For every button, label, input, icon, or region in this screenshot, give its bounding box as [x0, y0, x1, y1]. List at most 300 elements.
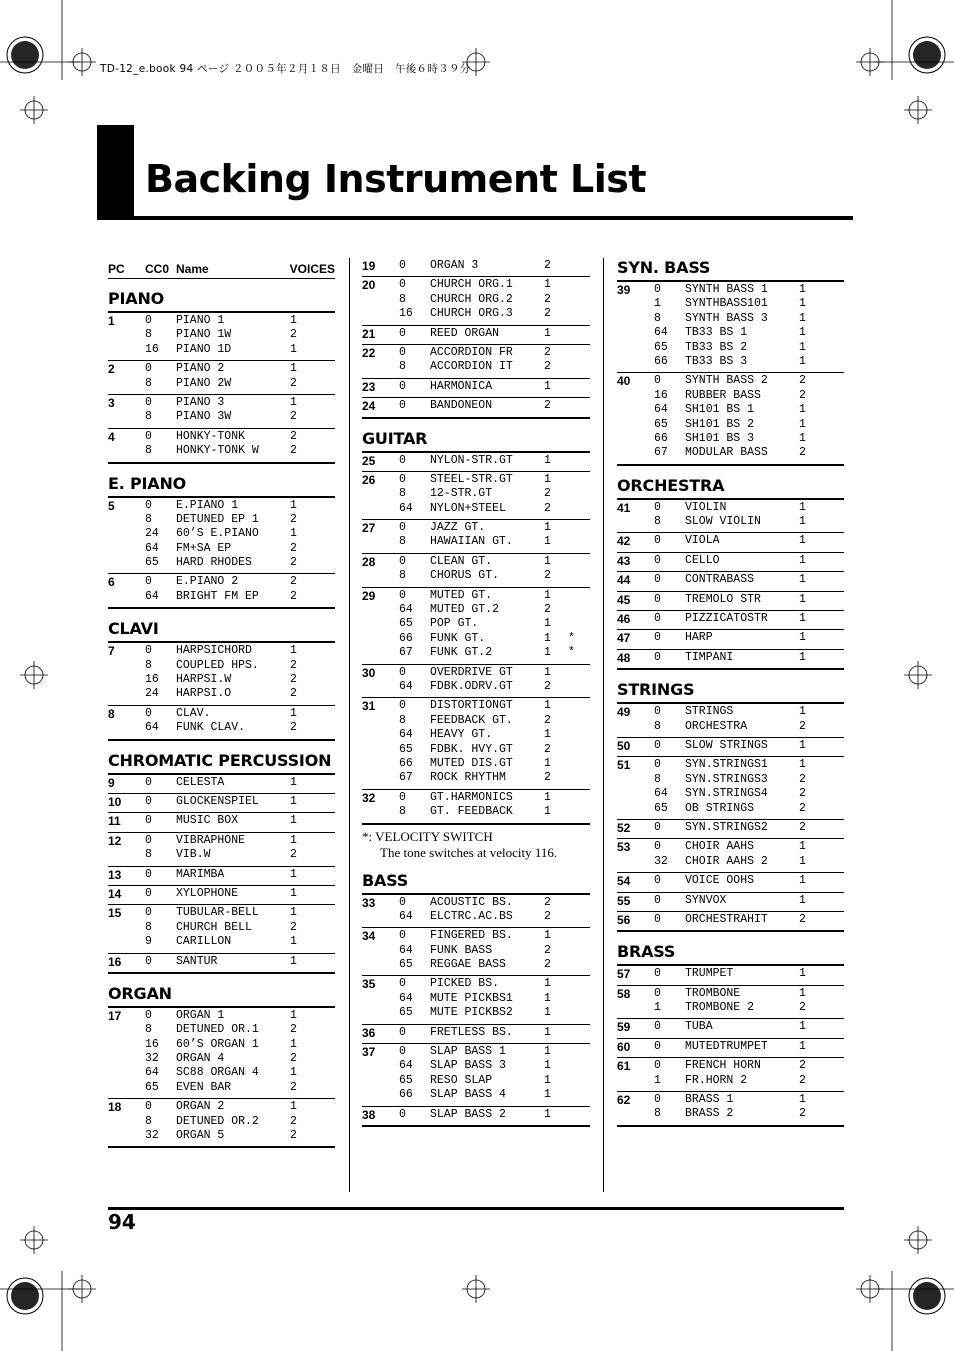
- cc0-value: 0: [654, 650, 661, 664]
- instrument-name: CELESTA: [176, 775, 225, 789]
- instrument-column-3: [617, 258, 844, 1127]
- table-row: [362, 555, 590, 569]
- instrument-name: PIANO 1: [176, 314, 225, 327]
- table-row: [362, 944, 590, 958]
- program-change-number: [617, 326, 654, 340]
- table-row: [362, 929, 590, 943]
- voices-count: 1: [799, 758, 806, 772]
- instrument-group: [362, 379, 590, 398]
- table-row: [108, 644, 335, 658]
- cc0-value: 65: [654, 801, 668, 815]
- page-number: 94: [108, 1210, 136, 1234]
- voices-count: 1: [544, 929, 551, 943]
- voices-count: 1: [290, 867, 297, 881]
- voices-count: 2: [290, 848, 297, 862]
- cc0-value: 0: [145, 954, 152, 968]
- cc0-value: 0: [654, 592, 661, 606]
- table-row: [362, 743, 590, 757]
- instrument-name: FRENCH HORN: [685, 1059, 761, 1073]
- table-row: [617, 855, 844, 869]
- cc0-value: 64: [399, 728, 413, 742]
- voices-count: 1: [799, 354, 806, 368]
- cc0-value: 16: [145, 342, 159, 356]
- program-change-number: 22: [362, 345, 376, 360]
- table-row: [617, 987, 844, 1001]
- cc0-value: 0: [654, 612, 661, 626]
- voices-count: 1: [799, 403, 806, 417]
- program-change-number: [108, 673, 145, 687]
- section-title: STRINGS: [617, 678, 844, 704]
- table-row: [617, 432, 844, 446]
- voices-count: 1: [544, 472, 551, 486]
- program-change-number: [617, 787, 654, 801]
- voices-count: 1: [544, 379, 551, 393]
- instrument-name: DETUNED OR.2: [176, 1114, 259, 1128]
- voices-count: 2: [544, 259, 551, 272]
- table-row: [362, 910, 590, 924]
- velocity-switch-marker: *: [568, 646, 575, 660]
- instrument-name: GT. FEEDBACK: [430, 805, 513, 819]
- cc0-value: 0: [654, 1093, 661, 1107]
- table-row: [617, 894, 844, 908]
- cc0-value: 0: [399, 345, 406, 359]
- program-change-number: [108, 935, 145, 949]
- instrument-name: SYN.STRINGS3: [685, 772, 768, 786]
- title-rule: [97, 216, 853, 220]
- instrument-group: [362, 277, 590, 325]
- program-change-number: 45: [617, 592, 631, 607]
- voices-count: 1: [544, 1107, 551, 1121]
- instrument-name: ORCHESTRA: [685, 719, 748, 733]
- program-change-number: [617, 446, 654, 460]
- voices-count: 2: [290, 556, 297, 570]
- voices-count: 1: [544, 756, 551, 770]
- voices-count: 1: [544, 521, 551, 535]
- instrument-name: PIANO 2W: [176, 376, 232, 390]
- instrument-name: BANDONEON: [430, 399, 493, 413]
- cc0-value: 8: [145, 328, 152, 342]
- table-row: [108, 1115, 335, 1129]
- instrument-name: STEEL-STR.GT: [430, 472, 513, 486]
- voices-count: 1: [544, 1025, 551, 1039]
- program-change-number: [108, 1129, 145, 1143]
- table-row: [108, 776, 335, 790]
- voices-count: 2: [799, 374, 806, 388]
- instrument-section: [617, 500, 844, 671]
- cc0-value: 8: [145, 920, 152, 934]
- instrument-name: SLAP BASS 3: [430, 1059, 506, 1073]
- program-change-number: [617, 297, 654, 311]
- cc0-value: 0: [399, 399, 406, 413]
- instrument-group: [617, 912, 844, 932]
- section-title: PIANO: [108, 287, 335, 313]
- voices-count: 2: [544, 307, 551, 321]
- program-change-number: [617, 720, 654, 734]
- voices-count: 1: [799, 311, 806, 325]
- table-row: [362, 278, 590, 292]
- program-change-number: [617, 773, 654, 787]
- table-row: [362, 502, 590, 516]
- instrument-name: MARIMBA: [176, 867, 225, 881]
- program-change-number: 8: [108, 706, 115, 721]
- voices-count: 1: [799, 1020, 806, 1034]
- instrument-group: [108, 313, 335, 361]
- program-change-number: 12: [108, 833, 122, 848]
- instrument-section: [108, 643, 335, 740]
- program-change-number: [362, 728, 399, 742]
- instrument-name: TRUMPET: [685, 967, 734, 981]
- cc0-value: 0: [145, 775, 152, 789]
- instrument-name: ORGAN 1: [176, 1008, 225, 1022]
- voices-count: 2: [290, 575, 297, 589]
- instrument-name: SYN.STRINGS1: [685, 758, 768, 772]
- instrument-group: [617, 1058, 844, 1092]
- voices-count: 2: [544, 679, 551, 693]
- program-change-number: 5: [108, 498, 115, 513]
- instrument-name: TIMPANI: [685, 650, 734, 664]
- voices-count: 2: [799, 719, 806, 733]
- instrument-name: CARILLON: [176, 935, 232, 949]
- instrument-section: [617, 704, 844, 932]
- program-change-number: 60: [617, 1039, 631, 1054]
- instrument-group: [108, 643, 335, 706]
- cc0-value: 67: [399, 771, 413, 785]
- instrument-group: [362, 1107, 590, 1127]
- cc0-value: 0: [654, 820, 661, 834]
- instrument-name: POP GT.: [430, 617, 479, 631]
- table-row: [362, 1059, 590, 1073]
- table-row: [362, 259, 590, 273]
- program-change-number: [108, 1023, 145, 1037]
- table-row: [108, 687, 335, 701]
- voices-count: 1: [290, 886, 297, 900]
- voices-count: 2: [799, 1107, 806, 1121]
- table-row: [108, 955, 335, 969]
- cc0-value: 8: [654, 1107, 661, 1121]
- voices-count: 2: [544, 399, 551, 413]
- voices-count: 2: [290, 721, 297, 735]
- voices-count: 1: [544, 535, 551, 549]
- instrument-group: [362, 1044, 590, 1107]
- program-change-number: 11: [108, 814, 121, 829]
- cc0-value: 64: [399, 501, 413, 515]
- table-row: [617, 389, 844, 403]
- instrument-name: SYNTH BASS 2: [685, 374, 768, 388]
- voices-count: 1: [544, 1045, 551, 1059]
- cc0-value: 0: [654, 553, 661, 567]
- cc0-value: 0: [654, 534, 661, 548]
- voices-count: 1: [290, 954, 297, 968]
- cc0-value: 0: [654, 758, 661, 772]
- instrument-name: MUTED GT.2: [430, 603, 500, 617]
- cc0-value: 0: [654, 874, 661, 888]
- program-change-number: [108, 377, 145, 391]
- instrument-name: FDBK.ODRV.GT: [430, 679, 513, 693]
- program-change-number: 24: [362, 399, 376, 414]
- instrument-name: JAZZ GT.: [430, 521, 486, 535]
- voices-count: 2: [290, 541, 297, 555]
- program-change-number: 2: [108, 362, 115, 377]
- cc0-value: 8: [399, 360, 406, 374]
- program-change-number: 19: [362, 259, 376, 273]
- cc0-value: 8: [145, 376, 152, 390]
- table-header: [108, 258, 335, 279]
- header-voices: VOICES: [289, 262, 335, 276]
- voices-count: 2: [544, 742, 551, 756]
- instrument-name: FR.HORN 2: [685, 1073, 748, 1087]
- cc0-value: 0: [654, 573, 661, 587]
- cc0-value: 67: [654, 446, 668, 460]
- instrument-group: [362, 895, 590, 929]
- instrument-name: TREMOLO STR: [685, 592, 761, 606]
- cc0-value: 65: [654, 340, 668, 354]
- table-row: [108, 430, 335, 444]
- voices-count: 1: [799, 417, 806, 431]
- cc0-value: 0: [399, 259, 406, 272]
- voices-count: 1: [544, 728, 551, 742]
- voices-count: 1: [290, 794, 297, 808]
- voices-count: 2: [544, 771, 551, 785]
- voices-count: 2: [799, 1001, 806, 1015]
- instrument-name: HONKY-TONK: [176, 429, 246, 443]
- instrument-group: [617, 820, 844, 839]
- cc0-value: 64: [399, 909, 413, 923]
- table-row: [362, 399, 590, 413]
- table-row: [617, 739, 844, 753]
- cc0-value: 0: [654, 705, 661, 719]
- instrument-name: DETUNED EP 1: [176, 512, 259, 526]
- voices-count: 1: [799, 967, 806, 981]
- program-change-number: 51: [617, 758, 631, 773]
- instrument-name: FUNK BASS: [430, 943, 493, 957]
- voices-count: 1: [290, 935, 297, 949]
- program-change-number: [108, 513, 145, 527]
- program-change-number: [617, 432, 654, 446]
- table-row: [362, 569, 590, 583]
- voices-count: 2: [544, 501, 551, 515]
- voices-count: 1: [799, 738, 806, 752]
- cc0-value: 0: [654, 500, 661, 514]
- cc0-value: 64: [399, 991, 413, 1005]
- instrument-name: HARPSI.O: [176, 687, 232, 701]
- voices-count: 2: [544, 487, 551, 501]
- instrument-name: 60’S E.PIANO: [176, 527, 259, 541]
- table-row: [617, 651, 844, 665]
- footer-rule: [108, 1207, 844, 1210]
- velocity-switch-marker: *: [568, 631, 575, 645]
- voices-count: 1: [799, 1039, 806, 1053]
- voices-count: 1: [544, 631, 551, 645]
- program-change-number: [362, 632, 399, 646]
- voices-count: 1: [544, 699, 551, 713]
- voices-count: 1: [799, 893, 806, 907]
- instrument-name: MUTED DIS.GT: [430, 756, 513, 770]
- instrument-name: BRASS 2: [685, 1107, 734, 1121]
- table-row: [617, 874, 844, 888]
- section-title: CHROMATIC PERCUSSION: [108, 749, 335, 775]
- cc0-value: 0: [145, 906, 152, 920]
- cc0-value: 0: [145, 867, 152, 881]
- instrument-group: [108, 775, 335, 794]
- instrument-name: TB33 BS 2: [685, 340, 748, 354]
- page-title: Backing Instrument List: [145, 157, 647, 201]
- cc0-value: 0: [654, 1020, 661, 1034]
- voices-count: 2: [544, 895, 551, 909]
- instrument-group: [108, 1008, 335, 1099]
- cc0-value: 0: [399, 521, 406, 535]
- cc0-value: 16: [654, 388, 668, 402]
- cc0-value: 64: [399, 943, 413, 957]
- instrument-name: EVEN BAR: [176, 1080, 232, 1094]
- program-change-number: [108, 1115, 145, 1129]
- instrument-name: HONKY-TONK W: [176, 444, 259, 458]
- voices-count: 2: [290, 1114, 297, 1128]
- voices-count: 2: [799, 1059, 806, 1073]
- table-row: [362, 487, 590, 501]
- column-divider: [603, 258, 604, 1192]
- instrument-name: ROCK RHYTHM: [430, 771, 506, 785]
- cc0-value: 1: [654, 297, 661, 311]
- instrument-group: [108, 395, 335, 429]
- voices-count: 1: [290, 498, 297, 512]
- cc0-value: 16: [145, 1037, 159, 1051]
- instrument-name: BRIGHT FM EP: [176, 589, 259, 603]
- program-change-number: 54: [617, 874, 631, 889]
- cc0-value: 64: [145, 541, 159, 555]
- note-line: The tone switches at velocity 116.: [380, 844, 558, 860]
- cc0-value: 16: [145, 673, 159, 687]
- table-row: [362, 757, 590, 771]
- cc0-value: 64: [399, 1059, 413, 1073]
- cc0-value: 8: [654, 311, 661, 325]
- program-change-number: 42: [617, 534, 631, 549]
- voices-count: 1: [290, 814, 297, 828]
- cc0-value: 8: [399, 569, 406, 583]
- instrument-section: [108, 775, 335, 974]
- cc0-value: 64: [145, 589, 159, 603]
- program-change-number: 40: [617, 374, 631, 389]
- instrument-name: PIANO 2: [176, 362, 225, 376]
- program-change-number: 29: [362, 588, 376, 603]
- program-change-number: [362, 617, 399, 631]
- instrument-name: SANTUR: [176, 954, 218, 968]
- program-change-number: 52: [617, 820, 631, 835]
- cc0-value: 8: [399, 713, 406, 727]
- cc0-value: 0: [399, 326, 406, 340]
- cc0-value: 0: [399, 790, 406, 804]
- table-row: [108, 659, 335, 673]
- instrument-group: [617, 893, 844, 912]
- instrument-name: PIANO 1D: [176, 342, 232, 356]
- instrument-group: [617, 282, 844, 373]
- instrument-group: [617, 572, 844, 591]
- instrument-name: SC88 ORGAN 4: [176, 1066, 259, 1080]
- voices-count: 2: [290, 1023, 297, 1037]
- instrument-group: [617, 533, 844, 552]
- instrument-section: [362, 258, 590, 419]
- program-change-number: 37: [362, 1045, 376, 1060]
- instrument-name: SLOW STRINGS: [685, 738, 768, 752]
- voices-count: 2: [799, 388, 806, 402]
- program-change-number: 58: [617, 986, 631, 1001]
- table-row: [108, 795, 335, 809]
- table-row: [108, 1023, 335, 1037]
- instrument-group: [362, 790, 590, 825]
- voices-count: 2: [290, 376, 297, 390]
- program-change-number: 49: [617, 705, 631, 720]
- table-row: [108, 935, 335, 949]
- program-change-number: 23: [362, 379, 376, 394]
- voices-count: 1: [799, 515, 806, 529]
- cc0-value: 65: [399, 1006, 413, 1020]
- cc0-value: 0: [145, 429, 152, 443]
- cc0-value: 0: [399, 1107, 406, 1121]
- program-change-number: [617, 403, 654, 417]
- instrument-name: CELLO: [685, 553, 720, 567]
- instrument-group: [617, 966, 844, 985]
- voices-count: 2: [290, 1080, 297, 1094]
- table-row: [108, 314, 335, 328]
- program-change-number: 18: [108, 1100, 122, 1115]
- instrument-group: [362, 472, 590, 520]
- voices-count: 1: [290, 342, 297, 356]
- table-row: [617, 554, 844, 568]
- instrument-name: ORGAN 4: [176, 1052, 225, 1066]
- voices-count: 2: [799, 446, 806, 460]
- instrument-section: [362, 895, 590, 1127]
- program-change-number: [108, 848, 145, 862]
- voices-count: 2: [544, 345, 551, 359]
- program-change-number: 9: [108, 775, 115, 790]
- table-row: [617, 341, 844, 355]
- cc0-value: 0: [145, 886, 152, 900]
- table-row: [108, 1009, 335, 1023]
- header-pc: PC: [108, 262, 125, 276]
- instrument-group: [108, 706, 335, 741]
- table-row: [108, 673, 335, 687]
- instrument-section: [617, 282, 844, 466]
- cc0-value: 8: [145, 444, 152, 458]
- section-title: ORGAN: [108, 982, 335, 1008]
- table-row: [617, 1020, 844, 1034]
- voices-count: 1: [544, 554, 551, 568]
- section-title: ORCHESTRA: [617, 474, 844, 500]
- table-row: [108, 1081, 335, 1095]
- instrument-group: [108, 905, 335, 953]
- cc0-value: 8: [399, 292, 406, 306]
- instrument-name: SH101 BS 3: [685, 431, 755, 445]
- voices-count: 1: [290, 906, 297, 920]
- instrument-name: REGGAE BASS: [430, 958, 506, 972]
- voices-count: 1: [544, 617, 551, 631]
- instrument-group: [617, 630, 844, 649]
- program-change-number: [108, 1081, 145, 1095]
- instrument-group: [108, 867, 335, 886]
- instrument-name: VIOLA: [685, 534, 720, 548]
- voices-count: 2: [544, 292, 551, 306]
- instrument-name: E.PIANO 1: [176, 498, 239, 512]
- table-row: [362, 307, 590, 321]
- table-row: [108, 362, 335, 376]
- instrument-name: SYNTH BASS 3: [685, 311, 768, 325]
- table-row: [362, 791, 590, 805]
- instrument-name: MUTE PICKBS2: [430, 1006, 513, 1020]
- program-change-number: [617, 515, 654, 529]
- cc0-value: 0: [654, 738, 661, 752]
- table-row: [617, 1059, 844, 1073]
- section-title: BRASS: [617, 940, 844, 966]
- program-change-number: 61: [617, 1059, 631, 1074]
